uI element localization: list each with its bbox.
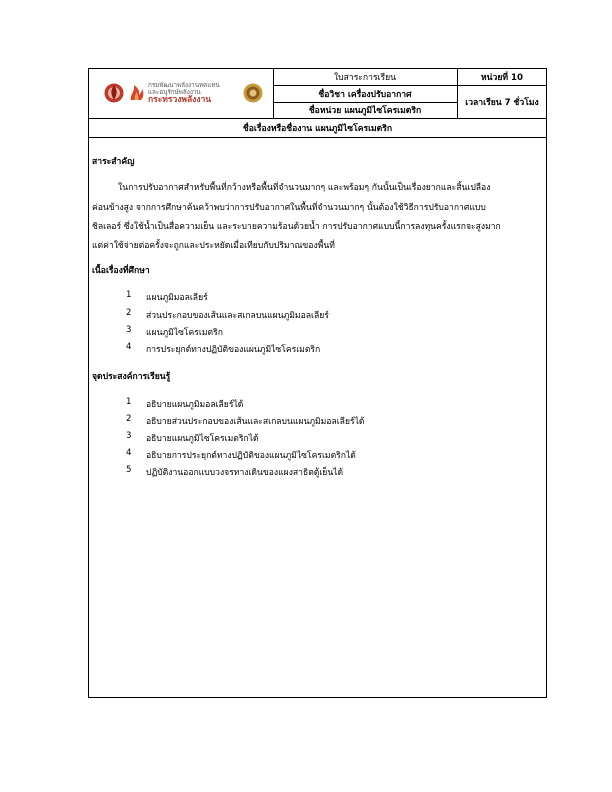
objective-number: 5 xyxy=(126,465,132,475)
objective-item: อธิบายแผนภูมิมอลเลียร์ได้ xyxy=(146,400,244,410)
unit-name: ชื่อหน่วย แผนภูมิไซโครเมตริก xyxy=(308,106,422,116)
topic-number: 2 xyxy=(126,308,132,318)
topic-number: 4 xyxy=(126,342,132,352)
agency-name-line2: และอนุรักษ์พลังงาน xyxy=(148,89,201,96)
subject-name: ชื่อวิชา เครื่องปรับอากาศ xyxy=(318,89,412,100)
topics-heading: เนื้อเรื่องที่ศึกษา xyxy=(92,266,150,276)
objective-number: 3 xyxy=(126,431,132,441)
study-time-cell xyxy=(457,85,547,118)
objectives-heading: จุดประสงค์การเรียนรู้ xyxy=(92,372,171,382)
unit-number: หน่วยที่ 10 xyxy=(480,72,524,83)
topic-number: 1 xyxy=(126,290,132,300)
objective-item: ปฏิบัติงานออกแบบวงจรทางเดินของแผงสาธิตตู้เย็นได้ xyxy=(146,468,344,478)
flame-mark xyxy=(128,82,146,105)
essence-line-3: ชิลเลอร์ ซึ่งใช้น้ำเป็นสื่อความเย็น และระบายความร้อนด้วยน้ำ การปรับอากาศแบบนี้การลงทุนครั้งแรกจะสูงมาก xyxy=(92,222,501,232)
agency-name-line1: กรมพัฒนาพลังงานทดแทน xyxy=(148,82,220,89)
ministry-seal-icon xyxy=(243,83,263,103)
energy-flame-icon xyxy=(128,82,146,102)
topic-title: ชื่อเรื่องหรือชื่องาน แผนภูมิไซโครเมตริก xyxy=(242,123,393,134)
essence-line-1: ในการปรับอากาศสำหรับพื้นที่กว้างหรือพื้นที่จำนวนมากๆ และพร้อมๆ กันนั้นเป็นเรื่องยากและสิ้นเปลือง xyxy=(118,183,491,193)
essence-line-2: ค่อนข้างสูง จากการศึกษาค้นคว้าพบว่าการปรับอากาศในพื้นที่จำนวนมากๆ นั้นต้องใช้วิธีการปรับอากาศแบบ xyxy=(92,203,486,213)
doc-type-cell xyxy=(273,68,457,85)
unit-no-cell xyxy=(457,68,547,85)
dede-logo-icon xyxy=(104,81,124,105)
topic-item: แผนภูมิมอลเลียร์ xyxy=(146,293,208,303)
subject-cell xyxy=(273,85,457,102)
ministry-name: กระทรวงพลังงาน xyxy=(148,95,212,105)
objective-number: 1 xyxy=(126,397,132,407)
unit-name-cell xyxy=(273,102,457,118)
study-time: เวลาเรียน 7 ชั่วโมง xyxy=(465,97,539,108)
essence-heading: สาระสำคัญ xyxy=(92,157,135,167)
topic-cell xyxy=(88,118,547,137)
topic-number: 3 xyxy=(126,325,132,335)
topic-item: แผนภูมิไซโครเมตริก xyxy=(146,328,223,338)
topic-item: การประยุกต์ทางปฏิบัติของแผนภูมิไซโครเมตริก xyxy=(146,345,321,355)
page-frame xyxy=(88,68,547,698)
objective-item: อธิบายส่วนประกอบของเส้นและสเกลบนแผนภูมิมอลเลียร์ได้ xyxy=(146,417,365,427)
topic-bottom-line xyxy=(88,137,547,138)
essence-line-4: แต่ค่าใช้จ่ายต่อครั้งจะถูกและประหยัดเมื่อเทียบกับปริมาณของพื้นที่ xyxy=(92,241,335,251)
objective-number: 2 xyxy=(126,414,132,424)
objective-number: 4 xyxy=(126,448,132,458)
doc-type: ใบสาระการเรียน xyxy=(333,72,397,83)
topic-item: ส่วนประกอบของเส้นและสเกลบนแผนภูมิมอลเลียร์ xyxy=(146,311,329,321)
objective-item: อธิบายแผนภูมิไซโครเมตริกได้ xyxy=(146,434,259,444)
objective-item: อธิบายการประยุกต์ทางปฏิบัติของแผนภูมิไซโครเมตริกได้ xyxy=(146,451,356,461)
